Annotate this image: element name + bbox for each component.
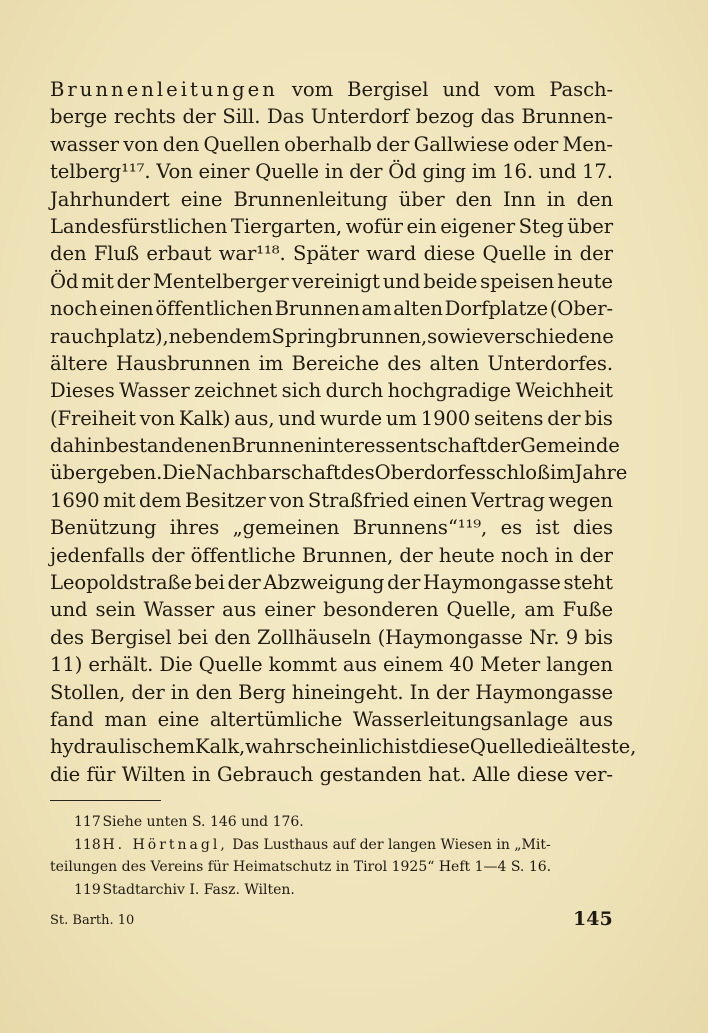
- word: vereinigt: [291, 269, 380, 293]
- word: einen: [99, 297, 154, 321]
- word: erhält.: [88, 653, 154, 677]
- word: Tiergarten,: [230, 214, 342, 238]
- word: Men-: [562, 132, 613, 156]
- footnote-117: [50, 811, 613, 834]
- word: noch: [50, 297, 98, 321]
- word: Die: [159, 653, 193, 677]
- word: alten: [393, 297, 443, 321]
- word: Jahrhundert: [50, 187, 170, 211]
- word: der: [151, 543, 185, 567]
- word: ältere: [50, 351, 108, 375]
- word: dies: [572, 516, 613, 540]
- word: der: [131, 680, 165, 704]
- word: durch: [325, 379, 384, 403]
- word: und: [278, 406, 316, 430]
- word: den: [455, 187, 492, 211]
- word: vom: [494, 78, 536, 101]
- word: im: [258, 351, 284, 375]
- word: hat.: [428, 762, 467, 786]
- word: hydraulischem: [50, 735, 195, 759]
- page-number: 145: [573, 908, 613, 930]
- word: Springbrunnen,: [271, 324, 428, 348]
- footnote-number: 118: [74, 836, 101, 853]
- word: Weichheit: [515, 379, 613, 403]
- footnote-text: Stadtarchiv I. Fasz. Wilten.: [102, 881, 295, 898]
- word: den: [576, 187, 613, 211]
- word: eine: [180, 187, 223, 211]
- word: der: [376, 132, 410, 156]
- word: wasser: [50, 132, 119, 156]
- text-line: [50, 514, 613, 541]
- word: 1690: [50, 488, 100, 512]
- word: oberhalb: [284, 132, 372, 156]
- word: der: [387, 571, 421, 595]
- word: 1900: [420, 406, 471, 430]
- word: in: [324, 160, 344, 184]
- word: verschiedene: [483, 324, 614, 348]
- word: dahin: [50, 434, 106, 458]
- text-line: [50, 76, 613, 103]
- word: in: [191, 762, 211, 786]
- word: einer: [198, 160, 250, 184]
- text-line: [50, 186, 613, 213]
- word: In: [409, 680, 430, 704]
- word: 9: [565, 625, 579, 649]
- word: der: [116, 269, 150, 293]
- word: Brunnen,: [301, 543, 394, 567]
- word: gestanden: [319, 762, 422, 786]
- text-line: [50, 542, 613, 569]
- word: Sill.: [222, 105, 261, 129]
- word: beide: [423, 269, 478, 293]
- word: bezog: [415, 105, 474, 129]
- word: Bergisel: [347, 78, 429, 101]
- word: das: [480, 105, 515, 129]
- word: bestandenen: [105, 434, 232, 458]
- text-line: [50, 569, 613, 596]
- word: in: [170, 680, 190, 704]
- word: mit: [103, 488, 136, 512]
- word: schloß: [485, 461, 550, 485]
- word: der: [547, 406, 581, 430]
- word: öffentliche: [190, 543, 296, 567]
- word: Wilten: [121, 762, 186, 786]
- word: dem: [229, 324, 272, 348]
- word: rauchplatz),: [50, 324, 169, 348]
- word: wegen: [548, 488, 613, 512]
- footnote-number: 117: [74, 814, 101, 830]
- text-line: [50, 377, 613, 404]
- word: Quelle: [255, 160, 320, 184]
- word: berge: [50, 105, 108, 129]
- word: Quelle: [469, 735, 534, 759]
- word: wofür: [345, 214, 403, 238]
- word: und: [538, 160, 577, 184]
- word: zeichnet: [194, 379, 278, 403]
- word: wahrscheinlich: [245, 735, 395, 759]
- word: Berg: [238, 680, 286, 704]
- word: des: [387, 351, 422, 375]
- word: bei: [194, 571, 225, 595]
- word: Zollhäuseln: [256, 625, 372, 649]
- text-line: [50, 459, 628, 486]
- word: Später: [293, 242, 359, 266]
- word: wurde: [319, 406, 383, 430]
- word: aus: [578, 707, 613, 731]
- word: hineingeht.: [291, 680, 404, 704]
- word: war¹¹⁸.: [218, 242, 286, 266]
- footnote-rule: [50, 800, 161, 801]
- word: für: [86, 762, 116, 786]
- word: 17.: [582, 160, 613, 184]
- word: diese: [516, 762, 569, 786]
- word: Brunnenleitung: [233, 187, 388, 211]
- footnote-118-continued: [50, 856, 613, 879]
- word: Kalk): [178, 406, 231, 430]
- word: Haymongasse: [423, 571, 561, 595]
- word: kommt: [268, 653, 337, 677]
- word: Brunnen: [274, 297, 360, 321]
- word: Unterdorf: [310, 105, 409, 129]
- word: Inn: [503, 187, 536, 211]
- word: Brunnen-: [521, 105, 613, 129]
- word: diese: [418, 735, 470, 759]
- footnotes: [50, 811, 613, 901]
- word: Haymongasse: [475, 680, 613, 704]
- word: telberg¹¹⁷.: [50, 160, 151, 184]
- word: Abzweigung: [263, 571, 385, 595]
- word: der: [349, 160, 383, 184]
- footnote-number: 119: [74, 881, 101, 898]
- text-line: [50, 268, 613, 295]
- word: (Ober-: [549, 297, 613, 321]
- word: von: [139, 406, 175, 430]
- word: Dieses: [50, 379, 115, 403]
- word: in: [546, 187, 566, 211]
- word: Öd: [50, 269, 79, 293]
- word: des: [340, 461, 375, 485]
- word: Gemeinde: [520, 434, 620, 458]
- word: Kalk,: [194, 735, 246, 759]
- word: und: [442, 78, 481, 101]
- word: hochgradige: [387, 379, 512, 403]
- text-line: [50, 295, 613, 322]
- word: sich: [281, 379, 322, 403]
- word: am: [524, 598, 555, 622]
- word: des: [50, 625, 84, 649]
- word: Dorfplatze: [444, 297, 549, 321]
- footnote-text: Siehe unten S. 146 und 176.: [102, 814, 304, 830]
- word: am: [361, 297, 392, 321]
- word: aus,: [234, 406, 275, 430]
- word: der: [435, 680, 470, 704]
- word: Nachbarschaft: [195, 461, 341, 485]
- word: heute: [557, 269, 613, 293]
- word: es: [500, 516, 523, 540]
- body-text: [50, 76, 637, 788]
- word: Brunneninteressentschaft: [231, 434, 487, 458]
- word: steht: [563, 571, 613, 595]
- word: Brunnens“¹¹⁹,: [352, 516, 488, 540]
- footnote-text: teilungen des Vereins für Heimatschutz in Tirol 1925“ Heft 1—4 S. 16.: [50, 859, 552, 875]
- word: Öd: [388, 160, 417, 184]
- word: Jahre: [574, 461, 628, 485]
- word: der: [579, 242, 613, 266]
- text-line: [50, 240, 613, 267]
- word: der: [579, 543, 613, 567]
- word: Fluß: [93, 242, 139, 266]
- word: 16.: [502, 160, 534, 184]
- word: der: [182, 105, 216, 129]
- word: aus: [222, 598, 257, 622]
- word: Gallwiese: [413, 132, 509, 156]
- text-line: [50, 706, 613, 733]
- word: Die: [162, 461, 196, 485]
- word: sowie: [427, 324, 484, 348]
- word: über: [398, 187, 445, 211]
- word: Landesfürstlichen: [50, 214, 228, 238]
- text-line: [50, 323, 613, 350]
- text-line: [50, 487, 613, 514]
- word: 40: [449, 653, 475, 677]
- word: einem: [383, 653, 444, 677]
- word: im: [471, 160, 497, 184]
- word: (Freiheit: [50, 406, 136, 430]
- word: Oberdorfes: [374, 461, 486, 485]
- word: Nr.: [529, 625, 560, 649]
- word: Bergisel: [90, 625, 172, 649]
- word: neben: [168, 324, 230, 348]
- word: (Haymongasse: [377, 625, 523, 649]
- word: von: [269, 488, 305, 512]
- word: langen: [546, 653, 613, 677]
- word: ein: [406, 214, 437, 238]
- text-line: [50, 405, 613, 432]
- word: öffentlichen: [155, 297, 273, 321]
- text-line: [50, 651, 613, 678]
- word: aus: [342, 653, 377, 677]
- word: Meter: [480, 653, 541, 677]
- word: Steg: [518, 214, 564, 238]
- word: Quelle: [198, 653, 263, 677]
- word: ging: [422, 160, 466, 184]
- word: rechts: [113, 105, 176, 129]
- word: im: [550, 461, 575, 485]
- word: Straßfried: [307, 488, 410, 512]
- word: 11): [50, 653, 83, 677]
- word: vom: [291, 78, 334, 101]
- word: ist: [535, 516, 560, 540]
- word: Hausbrunnen: [116, 351, 251, 375]
- text-line: [50, 733, 637, 760]
- word: ver-: [574, 762, 613, 786]
- text-line: [50, 432, 620, 459]
- word: den: [50, 242, 87, 266]
- word: Wasser: [143, 598, 215, 622]
- word: Besitzer: [184, 488, 266, 512]
- word: heute: [438, 543, 495, 567]
- footnote-author: H. Hörtnagl,: [102, 836, 228, 853]
- word: „gemeinen: [232, 516, 340, 540]
- word: Quelle: [482, 242, 547, 266]
- word: man: [104, 707, 147, 731]
- word: den: [195, 680, 233, 704]
- word: Gebrauch: [216, 762, 314, 786]
- word: über: [567, 214, 613, 238]
- word: diese: [423, 242, 476, 266]
- word: einen: [412, 488, 468, 512]
- footnote-text: Das Lusthaus auf der langen Wiesen in „Mit-: [232, 836, 551, 853]
- word: Bereiche: [291, 351, 380, 375]
- text-line: [50, 131, 613, 158]
- word: bis: [584, 625, 613, 649]
- word: sein: [95, 598, 136, 622]
- word: besonderen: [323, 598, 439, 622]
- word: Mentelberger: [152, 269, 289, 293]
- text-line: [50, 761, 613, 788]
- word: Von: [156, 160, 193, 184]
- word: Wasserleitungsanlage: [352, 707, 569, 731]
- text-line: [50, 213, 613, 240]
- word: um: [385, 406, 417, 430]
- word: Quellen: [203, 132, 280, 156]
- word: bis: [584, 406, 613, 430]
- word: Das: [267, 105, 305, 129]
- word: Stollen,: [50, 680, 126, 704]
- word: Pasch-: [549, 78, 613, 101]
- word: mit: [81, 269, 114, 293]
- word: noch: [500, 543, 549, 567]
- word: ward: [366, 242, 417, 266]
- word: erbaut: [146, 242, 212, 266]
- word: die: [50, 762, 81, 786]
- word: alten: [429, 351, 480, 375]
- text-line: [50, 103, 613, 130]
- word: Quelle,: [446, 598, 517, 622]
- word: der: [227, 571, 261, 595]
- word: dem: [138, 488, 182, 512]
- word: übergeben.: [50, 461, 163, 485]
- word: Vertrag: [470, 488, 545, 512]
- text-line: [50, 350, 613, 377]
- word: altertümliche: [209, 707, 343, 731]
- word: Unterdorfes.: [487, 351, 613, 375]
- text-line: [50, 596, 613, 623]
- word: ist: [394, 735, 419, 759]
- word: in: [553, 242, 573, 266]
- word: jedenfalls: [50, 543, 145, 567]
- word: die: [533, 735, 564, 759]
- word: oder: [513, 132, 559, 156]
- word: seitens: [474, 406, 544, 430]
- text-line: [50, 679, 613, 706]
- word: Wasser: [119, 379, 190, 403]
- word: eine: [157, 707, 200, 731]
- word: älteste,: [563, 735, 637, 759]
- word: einer: [264, 598, 316, 622]
- word: bei: [177, 625, 208, 649]
- footnote-118: [50, 834, 613, 857]
- word: Alle: [472, 762, 511, 786]
- word: Benützung: [50, 516, 157, 540]
- word: von: [123, 132, 159, 156]
- word: der: [486, 434, 521, 458]
- word: eigener: [440, 214, 516, 238]
- word: fand: [50, 707, 94, 731]
- word: ihres: [169, 516, 220, 540]
- footnote-119: [50, 879, 613, 902]
- word: den: [162, 132, 200, 156]
- text-line: [50, 158, 613, 185]
- word: Fuße: [562, 598, 613, 622]
- word: speisen: [480, 269, 555, 293]
- word: den: [214, 625, 251, 649]
- word: der: [399, 543, 433, 567]
- word: Leopoldstraße: [50, 571, 192, 595]
- word: und: [50, 598, 88, 622]
- word: Brunnenleitungen: [50, 78, 278, 101]
- text-line: [50, 624, 613, 651]
- printer-signature: St. Barth. 10: [50, 913, 135, 928]
- word: in: [554, 543, 574, 567]
- word: und: [382, 269, 421, 293]
